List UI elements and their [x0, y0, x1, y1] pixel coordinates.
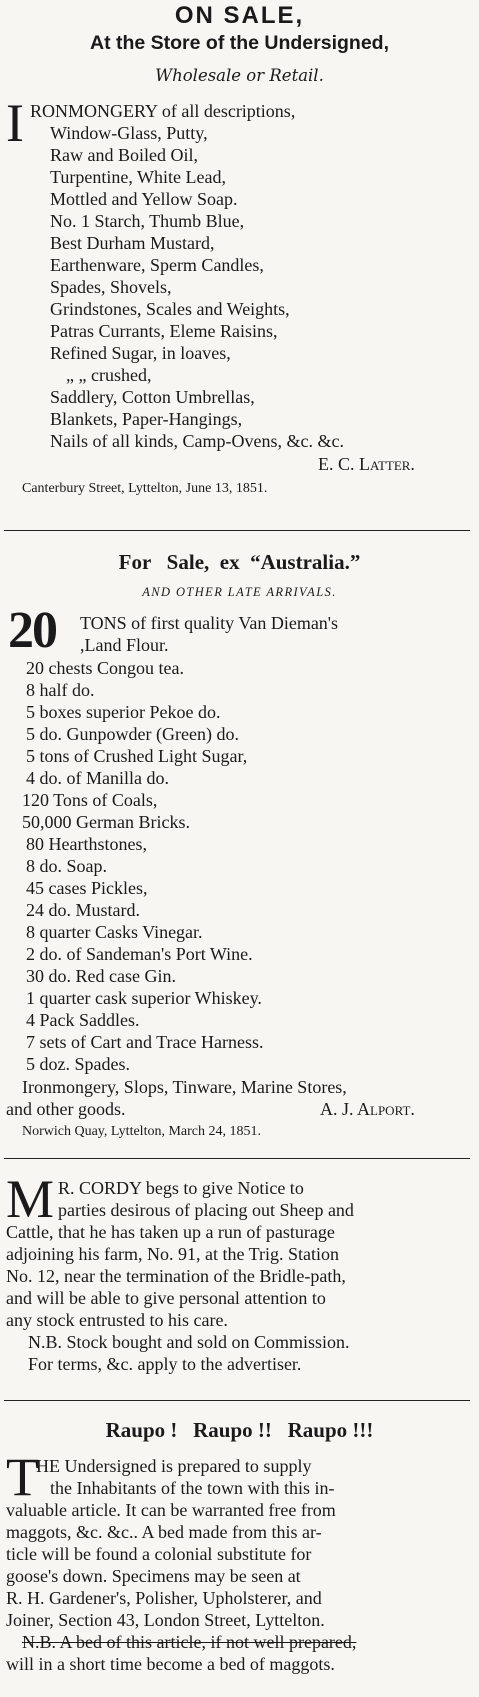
list-item: 5 do. Gunpowder (Green) do.: [26, 724, 239, 744]
list-item: and will be able to give personal attention to: [6, 1288, 326, 1308]
advert-title: For Sale, ex “Australia.”: [118, 550, 361, 574]
list-item: 8 half do.: [26, 680, 95, 700]
list-item: Best Durham Mustard,: [50, 233, 215, 253]
list-item: will in a short time become a bed of maggots.: [6, 1654, 335, 1674]
list-item: and other goods.: [6, 1099, 126, 1119]
list-item: 1 quarter cask superior Whiskey.: [26, 988, 262, 1008]
list-item: 45 cases Pickles,: [26, 878, 148, 898]
list-item: Turpentine, White Lead,: [50, 167, 226, 187]
list-item: parties desirous of placing out Sheep and: [58, 1200, 354, 1220]
column-divider: [4, 1158, 470, 1159]
list-item: 5 doz. Spades.: [26, 1054, 130, 1074]
list-item: Cattle, that he has taken up a run of pasturage: [6, 1222, 335, 1242]
list-item: 4 Pack Saddles.: [26, 1010, 140, 1030]
list-item: 80 Hearthstones,: [26, 834, 147, 854]
list-item: Mottled and Yellow Soap.: [50, 189, 238, 209]
list-item: 5 boxes superior Pekoe do.: [26, 702, 221, 722]
advert-subtitle: At the Store of the Undersigned,: [89, 32, 389, 54]
drop-cap: M: [6, 1169, 55, 1229]
list-item: Blankets, Paper-Hangings,: [50, 409, 243, 429]
advert-title: Raupo ! Raupo !! Raupo !!!: [105, 1418, 374, 1442]
list-item: No. 1 Starch, Thumb Blue,: [50, 211, 245, 231]
list-item: 24 do. Mustard.: [26, 900, 140, 920]
list-item: Raw and Boiled Oil,: [50, 145, 198, 165]
list-item: Refined Sugar, in loaves,: [50, 343, 231, 363]
list-item: RONMONGERY of all descriptions,: [30, 101, 296, 121]
list-item: Earthenware, Sperm Candles,: [50, 255, 264, 275]
advert-title: ON SALE,: [174, 2, 305, 29]
list-item: For terms, &c. apply to the advertiser.: [28, 1354, 302, 1374]
list-item: 20 chests Congou tea.: [26, 658, 184, 678]
big-number: 20: [8, 602, 56, 659]
list-item: goose's down. Specimens may be seen at: [6, 1566, 301, 1586]
list-item: 5 tons of Crushed Light Sugar,: [26, 746, 248, 766]
column-divider: [4, 530, 470, 531]
list-item: N.B. A bed of this article, if not well prepared,: [22, 1632, 357, 1652]
list-item: No. 12, near the termination of the Bridle-path,: [6, 1266, 346, 1286]
list-item: R. CORDY begs to give Notice to: [58, 1178, 304, 1198]
list-item: 8 quarter Casks Vinegar.: [26, 922, 203, 942]
list-item: Window-Glass, Putty,: [50, 123, 208, 143]
list-item: adjoining his farm, No. 91, at the Trig. Station: [6, 1244, 339, 1264]
list-item: 7 sets of Cart and Trace Harness.: [26, 1032, 264, 1052]
advert-tagline: Wholesale or Retail.: [155, 66, 324, 85]
drop-cap: T: [6, 1447, 39, 1507]
list-item: TONS of first quality Van Dieman's: [80, 613, 339, 633]
list-item: 30 do. Red case Gin.: [26, 966, 176, 986]
advert-dateline: Norwich Quay, Lyttelton, March 24, 1851.: [22, 1124, 261, 1139]
list-item: N.B. Stock bought and sold on Commission.: [28, 1332, 350, 1352]
list-item: Nails of all kinds, Camp-Ovens, &c. &c.: [50, 431, 344, 451]
list-item: Saddlery, Cotton Umbrellas,: [50, 387, 255, 407]
list-item: ,Land Flour.: [80, 635, 169, 655]
list-item: Spades, Shovels,: [50, 277, 172, 297]
column-divider: [4, 1400, 470, 1401]
advert-signature: E. C. Latter.: [318, 454, 415, 474]
list-item: HE Undersigned is prepared to supply: [36, 1456, 312, 1476]
advert-signature: A. J. Alport.: [320, 1099, 415, 1119]
list-item: 8 do. Soap.: [26, 856, 107, 876]
list-item: the Inhabitants of the town with this in-: [50, 1478, 335, 1498]
list-item: „ „ crushed,: [66, 365, 152, 385]
advert-subtitle: AND OTHER LATE ARRIVALS.: [142, 585, 337, 599]
drop-cap: I: [6, 93, 24, 153]
list-item: ticle will be found a colonial substitute for: [6, 1544, 312, 1564]
list-item: Patras Currants, Eleme Raisins,: [50, 321, 278, 341]
list-item: Joiner, Section 43, London Street, Lyttelton.: [6, 1610, 325, 1630]
list-item: 50,000 German Bricks.: [22, 812, 190, 832]
list-item: Grindstones, Scales and Weights,: [50, 299, 290, 319]
list-item: any stock entrusted to his care.: [6, 1310, 228, 1330]
list-item: Ironmongery, Slops, Tinware, Marine Stores,: [22, 1077, 347, 1097]
list-item: maggots, &c. &c.. A bed made from this ar-: [6, 1522, 322, 1542]
list-item: R. H. Gardener's, Polisher, Upholsterer, and: [6, 1588, 322, 1608]
list-item: 120 Tons of Coals,: [22, 790, 158, 810]
list-item: valuable article. It can be warranted free from: [6, 1500, 336, 1520]
list-item: 2 do. of Sandeman's Port Wine.: [26, 944, 253, 964]
advert-dateline: Canterbury Street, Lyttelton, June 13, 1851.: [22, 481, 268, 496]
list-item: 4 do. of Manilla do.: [26, 768, 169, 788]
